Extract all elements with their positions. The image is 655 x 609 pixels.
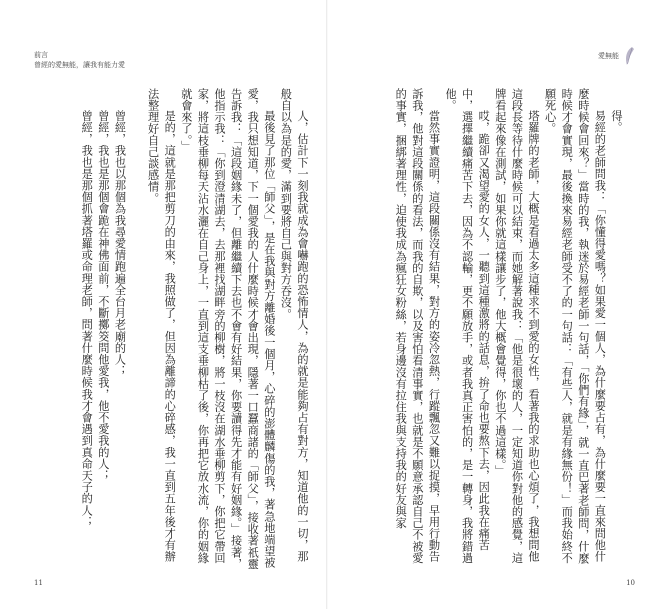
left-page-body bbox=[34, 88, 310, 570]
right-page bbox=[328, 0, 655, 609]
feather-ornament-icon bbox=[623, 46, 635, 66]
paragraph: 曾經，我也以那個為我尋愛情跑遍全台月老廟的人； bbox=[113, 110, 127, 378]
left-page-number: 11 bbox=[34, 579, 43, 587]
right-page-number: 10 bbox=[626, 579, 635, 587]
paragraph: 人，估計下一刻我就成為會嚇跑的恐怖情人，為的就是能夠占有對方，知道他的一切，那般自以為是的愛，滿到要將自己與對方吞沒。 bbox=[279, 88, 309, 563]
chapter-subtitle: 曾經的愛無能，讓我有能力愛 bbox=[34, 61, 125, 69]
paragraph: 得。 bbox=[610, 110, 623, 134]
paragraph: 哎，跪卻又渴望愛的女人，一聽到這種激將的話息，拚了命也要熬下去，因此我在痛苦中，選擇繼續痛苦下去，因為不認輸，更不願放手，或者我真正害怕的，是一轉身，我將錯過他。 bbox=[444, 88, 491, 564]
right-page-body bbox=[342, 88, 624, 570]
paragraph: 當然事實證明，這段關係沒有結果，對方的姿冷忽熱，行蹤飄忽又難以捉摸，早用行動告訴我，他對這段關係的看法，而我的自欺，以及害怕看清事實，也就是不願意承認自己不被愛的事實，捆綁著理性，迫使我成為瘋狂女粉絲，若身邊沒有拉住我與支持我的好友與家 bbox=[394, 88, 441, 564]
left-running-header bbox=[34, 50, 125, 70]
right-running-header bbox=[598, 46, 635, 66]
paragraph: 曾經，我也是那個抓著塔羅或命理老師，問著什麼時候我才會遇到真命天子的人； bbox=[80, 110, 94, 528]
left-page bbox=[0, 0, 327, 609]
paragraph: 最後見了那位「師父」，是在我與對方離婚後一個月，心碎的澎體麟傷的我，著急地端望被愛，我只想知道，下一個愛我的人什麼時候才會出現，隱著一口蠶商諸的「師父」，接收著祇靈告訴我：「這段姻緣未了，但離繼續下去也不會有好結果，你要讀得先才能有好姻緣。」接著，他指示我：「你到澄清湖去，去那裡找湖畔旁的柳樹，將一枝沒在湖水垂柳剪下，你把它帶回家，將這枝垂柳每天沾水灑在自己身上，一直到這支垂柳枯了後，你再把它放水流，你的姻緣就會來了。」 bbox=[179, 88, 276, 570]
section-title: 愛無能 bbox=[598, 52, 619, 60]
paragraph: 易經的老師問我：「你懂得愛嗎？如果愛一個人，為什麼要占有，為什麼要一直來問他什麼時候會回來？」當時的我，執迷於易經老師一句話，「你們有緣」，就一直巴著老師問，什麼時候才會實現，最後換來易經老師受不了的一句話：「有些人，就是有緣無份！」而我始終不願死心。 bbox=[543, 88, 607, 564]
chapter-label: 前言 bbox=[34, 51, 48, 59]
paragraph: 塔羅牌的老師，大概是看過太多這種求不到愛的女性，看著我的求助也心煩了，我想問他這段長等待什麼時候可以結束，而她解著說我：「他是很壞的人，一定知道你對他的感覺，這牌看起來像在測試，如果你就這樣讓步了，他大概會覺得，你也不過這樣。」 bbox=[493, 88, 541, 564]
paragraph: 是的，這就是那把剪刀的由來，我照做了，但因為離諦的心碎感，我一直到五年後才有辦法整理好自己談感情。 bbox=[146, 88, 177, 563]
paragraph: 曾經，我也是那個會跪在神佛面前，不斷擲筊問他愛我，他不愛我的人； bbox=[96, 110, 110, 482]
